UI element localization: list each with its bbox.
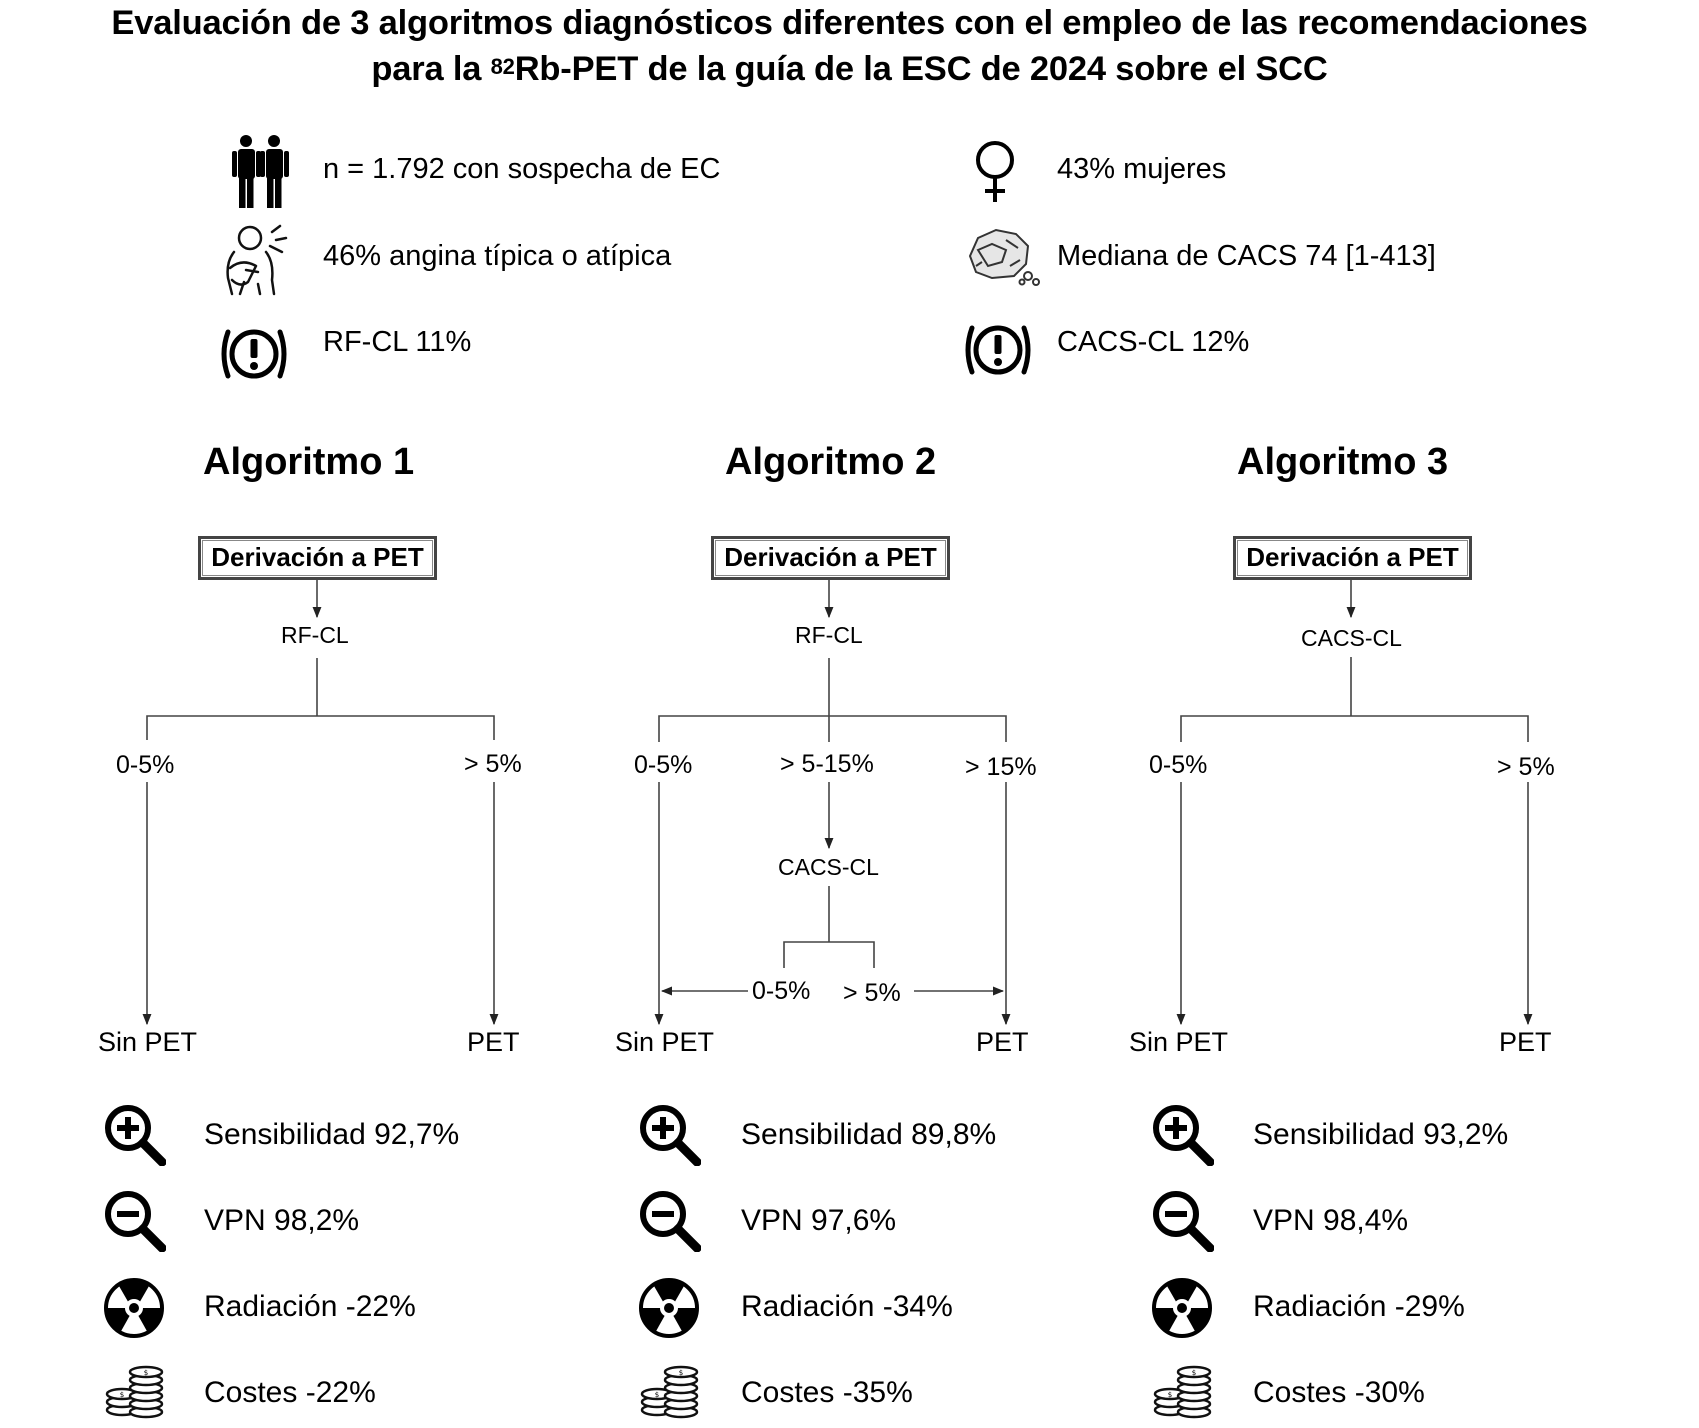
algo2-branch-bar [659,716,1006,742]
svg-text:$: $ [119,1391,125,1399]
algo2-sub-branch-bar [784,942,874,968]
algo2-branch-mid: > 5-15% [780,750,874,778]
algo1-title: Algoritmo 1 [203,441,415,483]
algo3-costs: Costes -30% [1253,1376,1425,1409]
zoom-out-icon [102,1188,166,1252]
algo3-out-no-pet: Sin PET [1129,1027,1229,1057]
algo3-branch-right: > 5% [1497,753,1555,781]
coins-icon [1150,1362,1214,1426]
algo2-costs: Costes -35% [741,1376,913,1409]
algo2-out-pet: PET [976,1027,1029,1057]
title-line-2-post: Rb-PET de la guía de la ESC de 2024 sobre el SCC [514,50,1328,88]
summary-angina: 46% angina típica o atípica [323,240,672,272]
algo2-branch-right: > 15% [965,753,1037,781]
alert-icon [218,322,290,386]
algo1-npv: VPN 98,2% [204,1204,360,1237]
svg-text:$: $ [1167,1391,1173,1399]
summary-population: n = 1.792 con sospecha de EC [323,153,721,185]
algo1-referral-box: Derivación a PET [198,536,437,580]
summary-cacs-cl: CACS-CL 12% [1057,326,1250,358]
zoom-out-icon [1150,1188,1214,1252]
algo1-classifier: RF-CL [281,622,349,648]
algo1-out-no-pet: Sin PET [98,1027,198,1057]
radiation-icon [637,1276,701,1340]
algo2-out-no-pet: Sin PET [615,1027,715,1057]
algo3-sensitivity: Sensibilidad 93,2% [1253,1118,1509,1151]
radiation-icon [1150,1276,1214,1340]
coins-icon [637,1362,701,1426]
algo1-radiation: Radiación -22% [204,1290,416,1323]
algo3-npv: VPN 98,4% [1253,1204,1409,1237]
algo3-branch-bar [1181,716,1528,742]
alert-icon [962,318,1034,382]
algo3-out-pet: PET [1499,1027,1552,1057]
radiation-icon [102,1276,166,1340]
summary-cacs-median: Mediana de CACS 74 [1-413] [1057,240,1436,272]
people-icon [226,134,296,208]
title-isotope-superscript: 82 [490,54,515,79]
summary-rf-cl: RF-CL 11% [323,326,472,358]
zoom-out-icon [637,1188,701,1252]
calcium-deposit-icon [962,226,1042,288]
algo2-classifier: RF-CL [795,622,863,648]
zoom-in-icon [102,1102,166,1166]
svg-text:$: $ [1191,1369,1197,1377]
algo2-branch-left: 0-5% [634,751,693,779]
algo3-referral-box: Derivación a PET [1233,536,1472,580]
algo1-sensitivity: Sensibilidad 92,7% [204,1118,460,1151]
algo1-branch-left: 0-5% [116,751,175,779]
algo3-classifier: CACS-CL [1301,625,1402,651]
algo3-radiation: Radiación -29% [1253,1290,1465,1323]
algo2-sub-left: 0-5% [752,977,811,1005]
algo1-branch-bar [147,716,494,740]
algo2-sensitivity: Sensibilidad 89,8% [741,1118,997,1151]
algo2-radiation: Radiación -34% [741,1290,953,1323]
algo2-title: Algoritmo 2 [725,441,937,483]
algo1-out-pet: PET [467,1027,520,1057]
chest-pain-icon [220,222,292,296]
svg-text:$: $ [654,1391,660,1399]
algo1-branch-right: > 5% [464,750,522,778]
coins-icon [102,1362,166,1426]
algo2-sub-right: > 5% [843,979,901,1007]
summary-women: 43% mujeres [1057,153,1227,185]
svg-text:$: $ [143,1369,149,1377]
zoom-in-icon [637,1102,701,1166]
algo2-sub-classifier: CACS-CL [778,854,879,880]
female-symbol-icon [971,140,1019,204]
title-line-2-pre: para la [371,50,491,88]
zoom-in-icon [1150,1102,1214,1166]
svg-text:$: $ [678,1369,684,1377]
algo3-title: Algoritmo 3 [1237,441,1449,483]
algo3-branch-left: 0-5% [1149,751,1208,779]
algo2-npv: VPN 97,6% [741,1204,897,1237]
algo2-referral-box: Derivación a PET [711,536,950,580]
algo1-costs: Costes -22% [204,1376,376,1409]
title-line-1: Evaluación de 3 algoritmos diagnósticos diferentes con el empleo de las recomendaciones [111,4,1588,42]
